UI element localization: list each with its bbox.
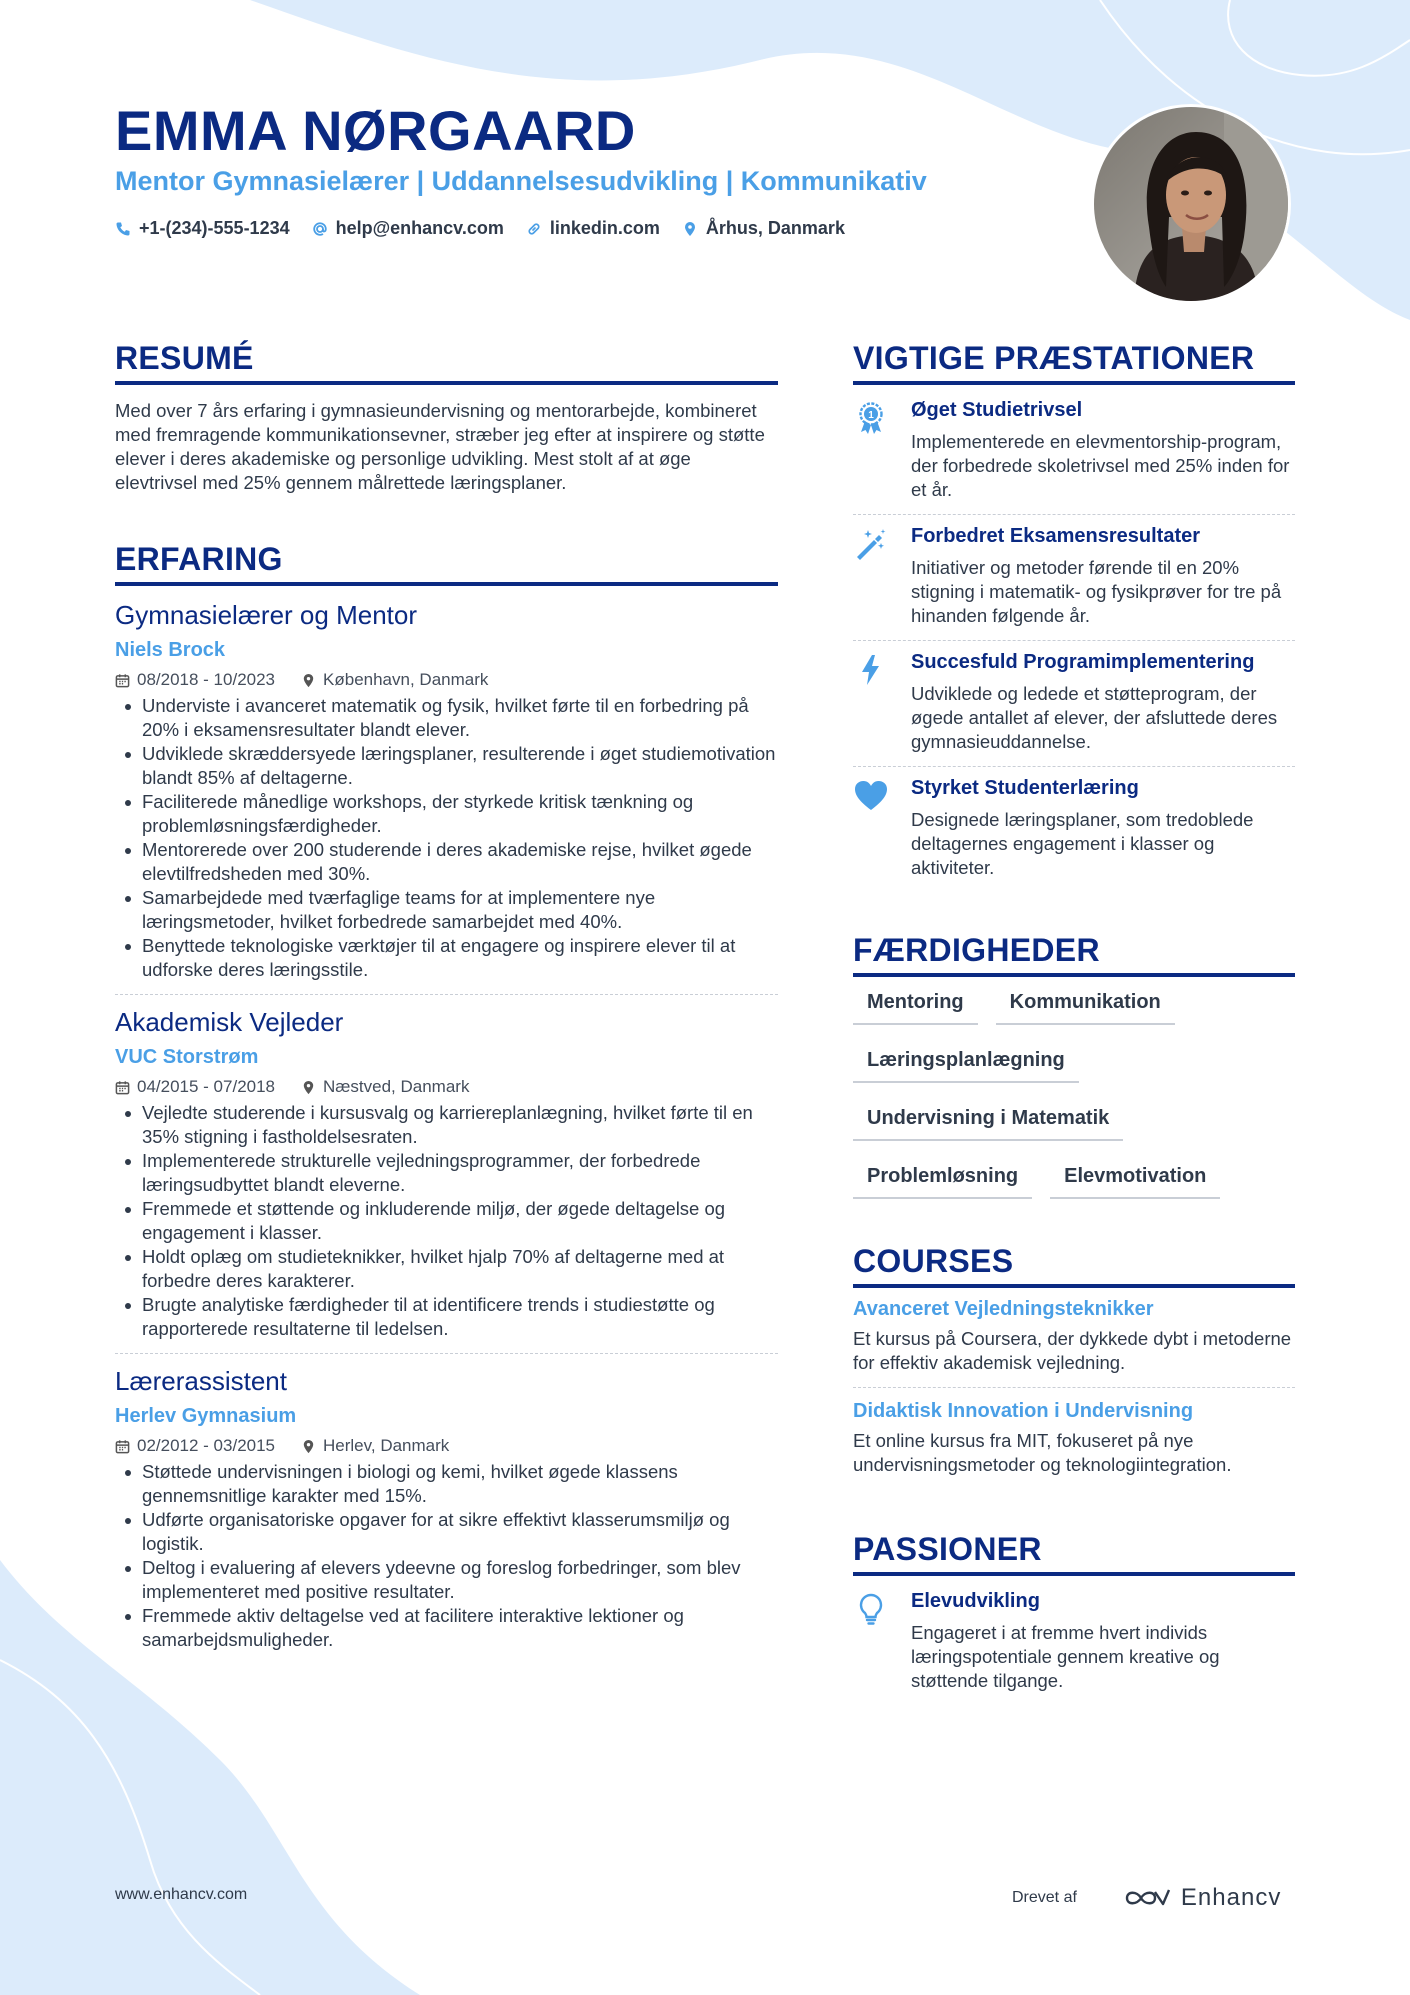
contact-location (682, 218, 845, 239)
passions-heading: PASSIONER (853, 1531, 1295, 1576)
achievement-item (853, 389, 1295, 515)
email-address: help@enhancv.com (335, 218, 504, 238)
bullet-item: Implementerede strukturelle vejledningsprogrammer, der forbedrede læringsudbyttet blandt eleverne. (115, 1149, 778, 1197)
contact-bar (115, 218, 845, 239)
contact-linkedin[interactable] (526, 218, 660, 239)
calendar-icon (115, 1439, 130, 1454)
at-sign-icon (312, 221, 328, 237)
achievement-title: Styrket Studenterlæring (911, 777, 1139, 799)
candidate-name: EMMA NØRGAARD (115, 99, 636, 162)
bullet-item: Støttede undervisningen i biologi og kemi, hvilket øgede klassens gennemsnitlige karakter med 15%. (115, 1460, 778, 1508)
job-entry (115, 600, 778, 995)
job-title: Gymnasielærer og Mentor (115, 600, 417, 630)
footer-website[interactable]: www.enhancv.com (115, 1886, 248, 1903)
enhancv-logo[interactable] (1123, 1884, 1281, 1912)
achievement-text: Initiativer og metoder førende til en 20% stigning i matematik- og fysikprøver for tre på hinanden følgende år. (911, 557, 1282, 626)
contact-phone[interactable] (115, 218, 290, 239)
achievement-item (853, 767, 1295, 892)
job-bullets (115, 1460, 778, 1652)
left-column (115, 340, 778, 1676)
powered-by-label: Drevet af (1012, 1889, 1077, 1906)
course-item (853, 1298, 1295, 1388)
location-pin-icon (301, 1080, 316, 1095)
location-pin-icon (682, 221, 698, 237)
achievement-title: Forbedret Eksamensresultater (911, 525, 1201, 547)
svg-text:1: 1 (868, 410, 874, 421)
job-meta (115, 1436, 778, 1456)
courses-heading: COURSES (853, 1243, 1295, 1288)
calendar-icon (115, 673, 130, 688)
job-entry (115, 1007, 778, 1354)
job-dates: 04/2015 - 07/2018 (137, 1077, 276, 1096)
bullet-item: Fremmede aktiv deltagelse ved at facilitere interaktive lektioner og samarbejdsmuligheder. (115, 1604, 778, 1652)
job-meta (115, 670, 778, 690)
magic-wand-icon (854, 527, 888, 561)
bullet-item: Faciliterede månedlige workshops, der styrkede kritisk tænkning og problemløsningsfærdigheder. (115, 790, 778, 838)
course-item (853, 1400, 1295, 1489)
course-title: Avanceret Vejledningsteknikker (853, 1298, 1154, 1320)
phone-number: +1-(234)-555-1234 (139, 218, 290, 238)
skill-tag: Kommunikation (996, 985, 1175, 1025)
achievement-item (853, 515, 1295, 641)
course-text: Et online kursus fra MIT, fokuseret på nye undervisningsmetoder og teknologiintegration. (853, 1430, 1232, 1475)
bullet-item: Udførte organisatoriske opgaver for at sikre effektivt klasserumsmiljø og logistik. (115, 1508, 778, 1556)
job-title: Lærerassistent (115, 1366, 287, 1396)
profile-photo (1091, 104, 1291, 304)
link-icon (526, 221, 542, 237)
linkedin-url: linkedin.com (549, 218, 660, 238)
job-entry (115, 1366, 778, 1664)
course-title: Didaktisk Innovation i Undervisning (853, 1400, 1194, 1422)
lightbulb-icon (854, 1592, 888, 1626)
job-location: Næstved, Danmark (323, 1077, 470, 1096)
job-title: Akademisk Vejleder (115, 1007, 344, 1037)
achievement-text: Udviklede og ledede et støtteprogram, der øgede antallet af elever, der afsluttede deres gymnasieuddannelse. (911, 683, 1278, 752)
candidate-title: Mentor Gymnasielærer | Uddannelsesudvikling | Kommunikativ (115, 166, 927, 196)
achievements-heading: VIGTIGE PRÆSTATIONER (853, 340, 1295, 385)
job-dates: 02/2012 - 03/2015 (137, 1436, 276, 1455)
job-location: Herlev, Danmark (323, 1436, 450, 1455)
achievement-text: Implementerede en elevmentorship-program, der forbedrede skoletrivsel med 25% inden for et år. (911, 431, 1290, 500)
bullet-item: Brugte analytiske færdigheder til at identificere trends i studiestøtte og rapporterede resultaterne til ledelsen. (115, 1293, 778, 1341)
achievement-title: Succesfuld Programimplementering (911, 651, 1255, 673)
job-bullets (115, 694, 778, 982)
skills-section (853, 932, 1295, 1199)
company-name: Herlev Gymnasium (115, 1405, 297, 1427)
bullet-item: Underviste i avanceret matematik og fysik, hvilket førte til en forbedring på 20% i eksamensresultater blandt elever. (115, 694, 778, 742)
passion-item (853, 1580, 1295, 1705)
job-dates: 08/2018 - 10/2023 (137, 670, 276, 689)
brand-name: Enhancv (1180, 1884, 1282, 1911)
experience-section (115, 541, 778, 1664)
summary-section (115, 340, 778, 495)
location-pin-icon (301, 1439, 316, 1454)
passions-section (853, 1531, 1295, 1705)
skill-tag: Elevmotivation (1050, 1159, 1220, 1199)
bullet-item: Holdt oplæg om studieteknikker, hvilket hjalp 70% af deltagerne med at forbedre deres karakterer. (115, 1245, 778, 1293)
skills-list (853, 985, 1295, 1199)
summary-heading: RESUMÉ (115, 340, 778, 385)
lightning-bolt-icon (854, 653, 888, 687)
achievements-section (853, 340, 1295, 892)
skills-heading: FÆRDIGHEDER (853, 932, 1295, 977)
skill-tag: Mentoring (853, 985, 978, 1025)
bullet-item: Samarbejdede med tværfaglige teams for at implementere nye læringsmetoder, hvilket forbedrede samarbejdet med 40%. (115, 886, 778, 934)
calendar-icon (115, 1080, 130, 1095)
bullet-item: Benyttede teknologiske værktøjer til at engagere og inspirere elever til at udforske deres læringsstile. (115, 934, 778, 982)
bullet-item: Vejledte studerende i kursusvalg og karriereplanlægning, hvilket førte til en 35% stigning i fastholdelsesraten. (115, 1101, 778, 1149)
heart-icon (854, 779, 888, 813)
company-name: Niels Brock (115, 639, 226, 661)
job-meta (115, 1077, 778, 1097)
phone-icon (115, 221, 131, 237)
course-text: Et kursus på Coursera, der dykkede dybt i metoderne for effektiv akademisk vejledning. (853, 1328, 1292, 1373)
footer-branding (1012, 1884, 1281, 1912)
company-name: VUC Storstrøm (115, 1046, 259, 1068)
contact-email[interactable] (312, 218, 504, 239)
courses-section (853, 1243, 1295, 1489)
bullet-item: Udviklede skræddersyede læringsplaner, resulterende i øget studiemotivation blandt 85% af deltagerne. (115, 742, 778, 790)
skill-tag: Læringsplanlægning (853, 1043, 1079, 1083)
bullet-item: Mentorerede over 200 studerende i deres akademiske rejse, hvilket øgede elevtilfredsheden med 30%. (115, 838, 778, 886)
summary-text: Med over 7 års erfaring i gymnasieundervisning og mentorarbejde, kombineret med fremragende kommunikationsevner, stræber jeg efter at inspirere og støtte elever i deres akademiske og personlige udvikling. Mest stolt af at øge elevtrivsel med 25% gennem målrettede læringsplaner. (115, 400, 765, 493)
location-text: Århus, Danmark (705, 218, 845, 238)
bullet-item: Fremmede et støttende og inkluderende miljø, der øgede deltagelse og engagement i klasser. (115, 1197, 778, 1245)
award-ribbon-icon (854, 401, 888, 435)
location-pin-icon (301, 673, 316, 688)
bullet-item: Deltog i evaluering af elevers ydeevne og foreslog forbedringer, som blev implementeret med positive resultater. (115, 1556, 778, 1604)
skill-tag: Undervisning i Matematik (853, 1101, 1123, 1141)
skill-tag: Problemløsning (853, 1159, 1032, 1199)
experience-heading: ERFARING (115, 541, 778, 586)
right-column (853, 340, 1295, 1705)
passion-title: Elevudvikling (911, 1590, 1040, 1612)
achievement-title: Øget Studietrivsel (911, 399, 1083, 421)
achievement-item (853, 641, 1295, 767)
passion-text: Engageret i at fremme hvert individs læringspotentiale gennem kreative og støttende tilgange. (911, 1622, 1220, 1691)
job-bullets (115, 1101, 778, 1341)
enhancv-logo-icon (1123, 1886, 1171, 1910)
achievement-text: Designede læringsplaner, som tredoblede deltagernes engagement i klasser og aktiviteter. (911, 809, 1254, 878)
job-location: København, Danmark (323, 670, 489, 689)
